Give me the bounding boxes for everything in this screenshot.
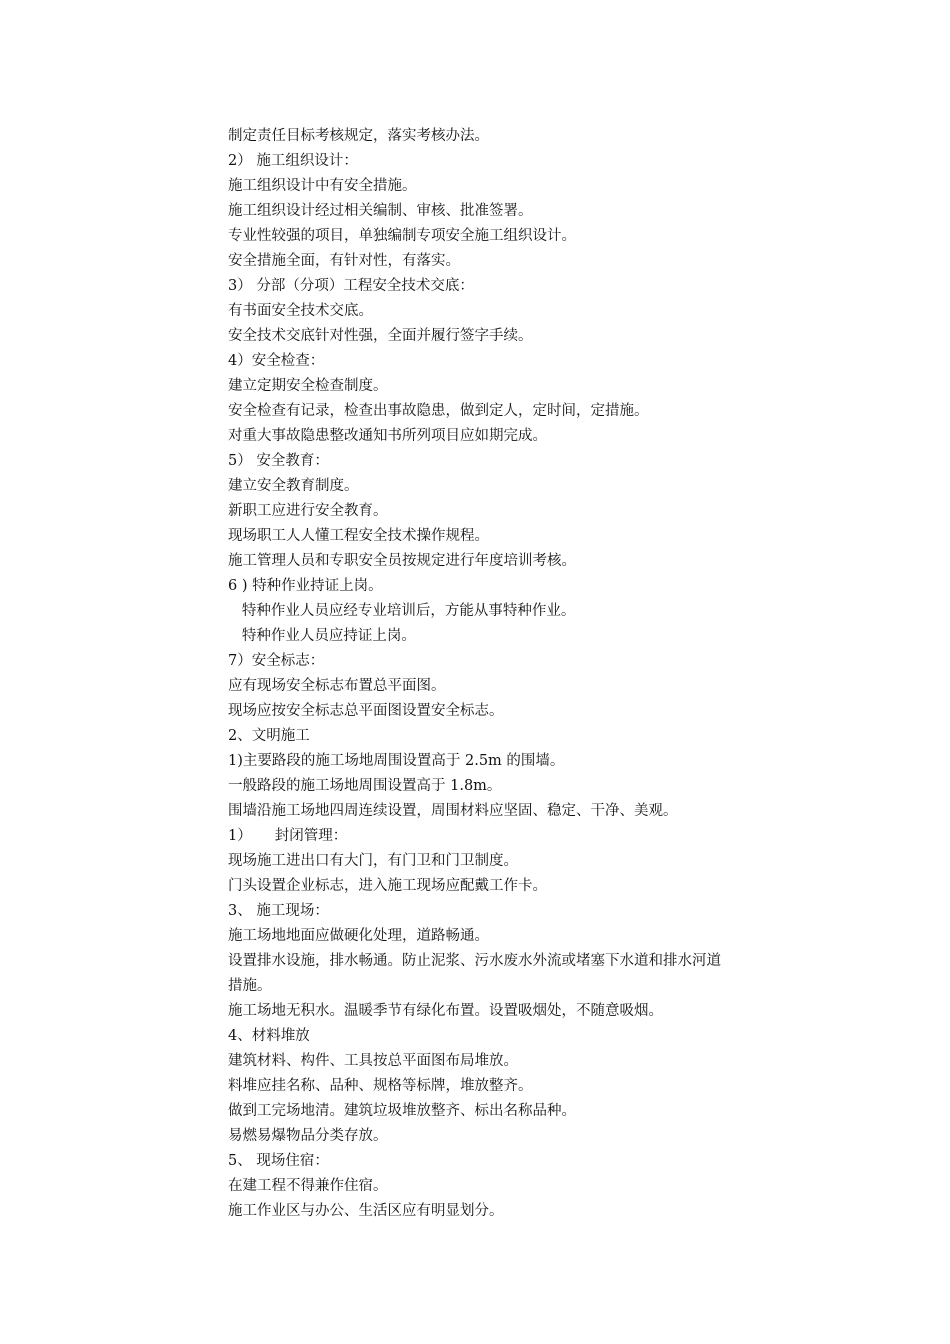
text-line: 施工作业区与办公、生活区应有明显划分。: [228, 1203, 504, 1219]
text-line: 施工管理人员和专职安全员按规定进行年度培训考核。: [228, 553, 576, 569]
section-heading: 7）安全标志：: [228, 653, 325, 669]
text-line: 对重大事故隐患整改通知书所列项目应如期完成。: [228, 428, 547, 444]
text-line: 施工场地无积水。温暖季节有绿化布置。设置吸烟处，不随意吸烟。: [228, 1003, 663, 1019]
text-line: 安全措施全面，有针对性，有落实。: [228, 253, 460, 269]
document-body: [228, 124, 818, 1224]
text-line: 现场职工人人懂工程安全技术操作规程。: [228, 528, 489, 544]
text-line: 施工场地地面应做硬化处理，道路畅通。: [228, 928, 489, 944]
text-line: 措施。: [228, 978, 272, 994]
text-line: 特种作业人员应持证上岗。: [228, 628, 416, 644]
text-line: 在建工程不得兼作住宿。: [228, 1178, 388, 1194]
text-line: 建立安全教育制度。: [228, 478, 359, 494]
text-line: 安全技术交底针对性强，全面并履行签字手续。: [228, 328, 533, 344]
text-line: 应有现场安全标志布置总平面图。: [228, 678, 446, 694]
text-line: 特种作业人员应经专业培训后，方能从事特种作业。: [228, 603, 576, 619]
section-heading: 4）安全检查：: [228, 353, 325, 369]
text-line: 门头设置企业标志，进入施工现场应配戴工作卡。: [228, 878, 547, 894]
text-line: 易燃易爆物品分类存放。: [228, 1128, 388, 1144]
section-heading: 6 ) 特种作业持证上岗。: [228, 578, 383, 594]
section-heading: 2、文明施工: [228, 728, 310, 744]
section-heading: 5、 现场住宿：: [228, 1153, 329, 1169]
text-line: 建筑材料、构件、工具按总平面图布局堆放。: [228, 1053, 518, 1069]
section-heading: 1） 封闭管理：: [228, 828, 348, 844]
section-heading: 3） 分部（分项）工程安全技术交底：: [228, 278, 474, 294]
section-heading: 2） 施工组织设计：: [228, 153, 358, 169]
section-heading: 3、 施工现场：: [228, 903, 329, 919]
text-line: 施工组织设计中有安全措施。: [228, 178, 417, 194]
text-line: 新职工应进行安全教育。: [228, 503, 388, 519]
text-line: 安全检查有记录，检查出事故隐患，做到定人，定时间，定措施。: [228, 403, 649, 419]
text-line: 专业性较强的项目，单独编制专项安全施工组织设计。: [228, 228, 576, 244]
text-line: 施工组织设计经过相关编制、审核、批准签署。: [228, 203, 533, 219]
section-heading: 4、材料堆放: [228, 1028, 310, 1044]
text-line: 做到工完场地清。建筑垃圾堆放整齐、标出名称品种。: [228, 1103, 576, 1119]
text-line: 设置排水设施，排水畅通。防止泥浆、污水废水外流或堵塞下水道和排水河道: [228, 953, 721, 969]
text-line: 一般路段的施工场地周围设置高于 1.8m。: [228, 778, 502, 794]
text-line: 有书面安全技术交底。: [228, 303, 373, 319]
text-line: 围墙沿施工场地四周连续设置，周围材料应坚固、稳定、干净、美观。: [228, 803, 678, 819]
text-line: 制定责任目标考核规定，落实考核办法。: [228, 128, 489, 144]
text-line: 建立定期安全检查制度。: [228, 378, 388, 394]
section-heading: 5） 安全教育：: [228, 453, 329, 469]
text-line: 料堆应挂名称、品种、规格等标牌，堆放整齐。: [228, 1078, 533, 1094]
text-line: 现场施工进出口有大门，有门卫和门卫制度。: [228, 853, 518, 869]
text-line: 1)主要路段的施工场地周围设置高于 2.5m 的围墙。: [228, 753, 565, 769]
text-line: 现场应按安全标志总平面图设置安全标志。: [228, 703, 504, 719]
